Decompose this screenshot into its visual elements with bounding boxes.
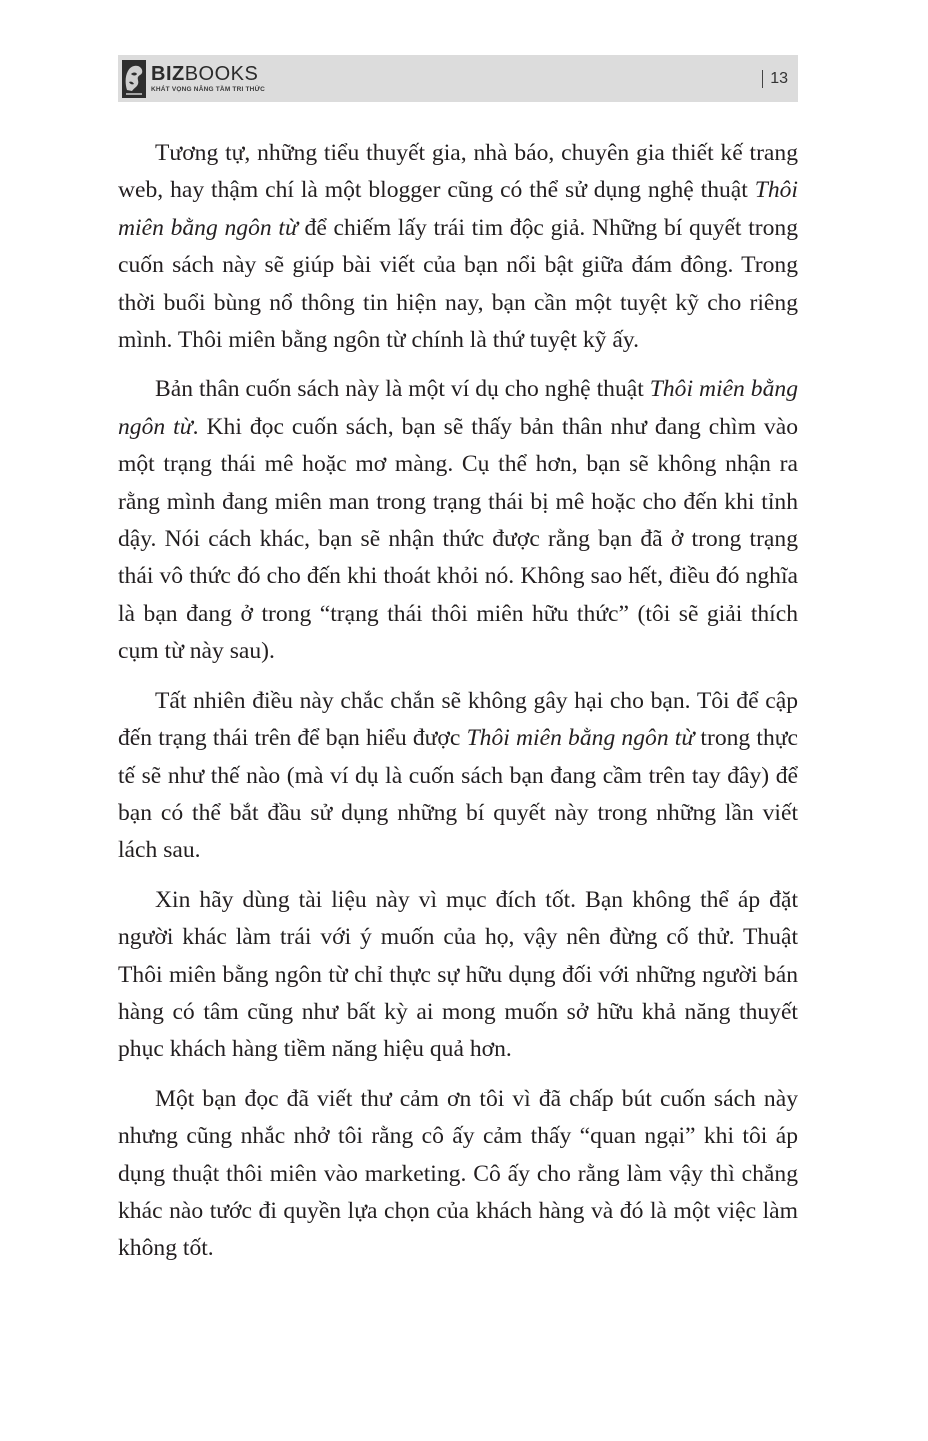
text-run: Tất nhiên điều này chắc chắn sẽ không gây hại cho bạn. Tôi để cập đến trạng thái trên để bạn hiểu được (118, 687, 798, 752)
lion-head-icon (122, 60, 146, 98)
brand-name (151, 63, 265, 85)
text-run: Một bạn đọc đã viết thư cảm ơn tôi vì đã chấp bút cuốn sách này nhưng cũng nhắc nhở tôi rằng cô ấy cảm thấy “quan ngại” khi tôi áp dụng thuật thôi miên vào marketing. Cô ấy cho rằng làm vậy thì chẳng khác nào tước đi quyền lựa chọn của khách hàng và đó là một việc làm không tốt. (118, 1085, 798, 1262)
text-run: Xin hãy dùng tài liệu này vì mục đích tốt. Bạn không thể áp đặt người khác làm trái với ý muốn của họ, vậy nên đừng cố thử. Thuật Thôi miên bằng ngôn từ chỉ thực sự hữu dụng đối với những người bán hàng có tâm cũng như bất kỳ ai mong muốn sở hữu khả năng thuyết phục khách hàng tiềm năng hiệu quả hơn. (118, 886, 798, 1063)
brand-regular: BOOKS (184, 63, 259, 85)
text-run: . Khi đọc cuốn sách, bạn sẽ thấy bản thân như đang chìm vào một trạng thái mê hoặc mơ màng. Cụ thể hơn, bạn sẽ không nhận ra rằng mình đang miên man trong trạng thái bị mê hoặc cho đến khi tỉnh dậy. Nói cách khác, bạn sẽ nhận thức được rằng bạn đã ở trong trạng thái vô thức đó cho đến khi thoát khỏi nó. Không sao hết, điều đó nghĩa là bạn đang ở trong “trạng thái thôi miên hữu thức” (tôi sẽ giải thích cụm từ này sau). (118, 413, 799, 665)
text-run: Tương tự, những tiểu thuyết gia, nhà báo, chuyên gia thiết kế trang web, hay thậm chí là một blogger cũng có thể sử dụng nghệ thuật (118, 140, 798, 204)
page-header (118, 55, 798, 102)
body-text (118, 135, 798, 1268)
page-number-block (762, 67, 788, 91)
page-number: 13 (770, 70, 788, 87)
text-run: trong thực tế sẽ như thế nào (mà ví dụ là cuốn sách bạn đang cầm trên tay đây) để bạn có thể bắt đầu sử dụng những bí quyết này trong những lần viết lách sau. (118, 725, 799, 864)
paragraph (118, 683, 798, 870)
italic-text: Thôi miên bằng ngôn từ (118, 177, 798, 241)
italic-text: Thôi miên bằng ngôn từ (118, 376, 798, 440)
page-number-divider (762, 70, 763, 88)
brand-tagline: KHÁT VỌNG NÂNG TẦM TRI THỨC (151, 86, 266, 93)
italic-text: Thôi miên bằng ngôn từ (466, 725, 695, 752)
paragraph (118, 371, 798, 670)
paragraph (118, 1081, 798, 1268)
paragraph (118, 135, 798, 359)
paragraph (118, 882, 798, 1069)
text-run: để chiếm lấy trái tim độc giả. Những bí quyết trong cuốn sách này sẽ giúp bài viết của bạn nổi bật giữa đám đông. Trong thời buổi bùng nổ thông tin hiện nay, bạn cần một tuyệt kỹ cho riêng mình. Thôi miên bằng ngôn từ chính là thứ tuyệt kỹ ấy. (118, 214, 798, 354)
text-run: Bản thân cuốn sách này là một ví dụ cho nghệ thuật (155, 376, 650, 403)
brand-bold: BIZ (151, 63, 185, 85)
bizbooks-logo (122, 58, 265, 99)
